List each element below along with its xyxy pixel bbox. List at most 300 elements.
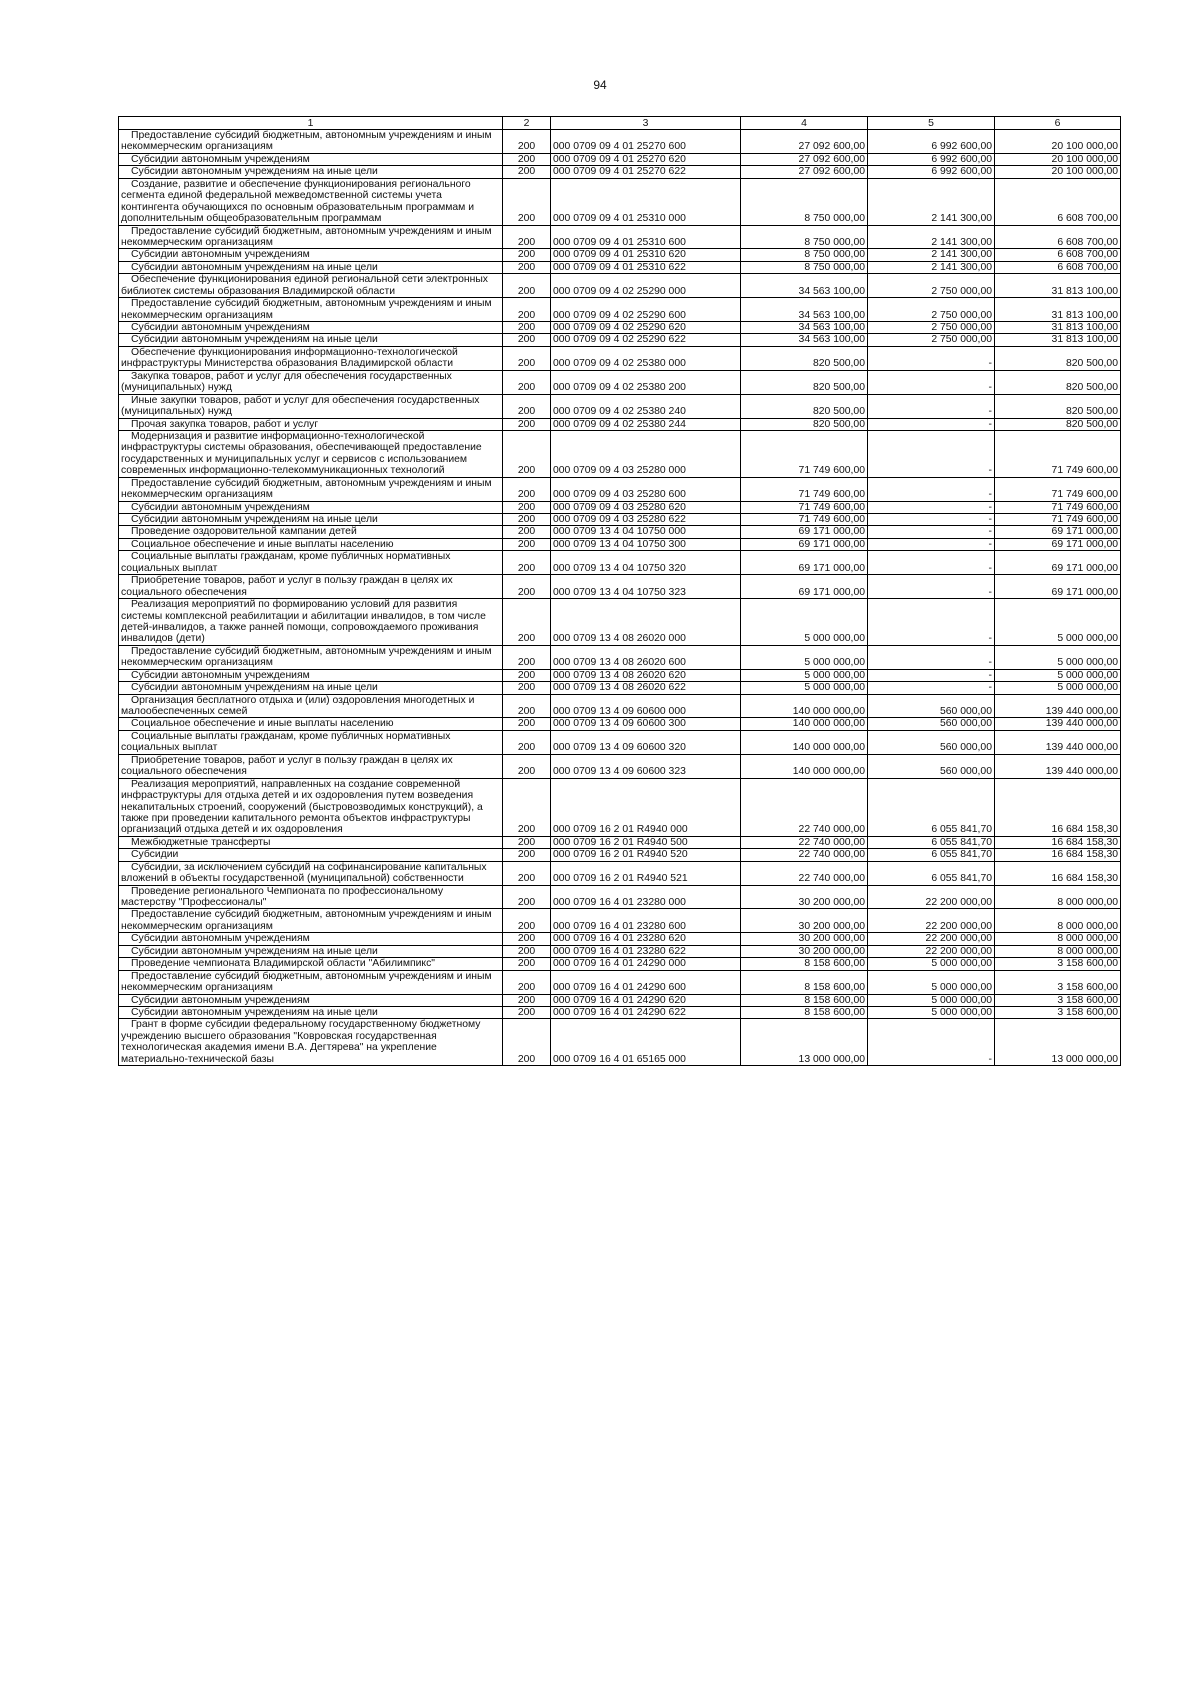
row-amount-col6: 139 440 000,00 — [995, 754, 1121, 778]
row-budget-code: 000 0709 09 4 03 25280 622 — [551, 514, 741, 526]
row-amount-col6: 69 171 000,00 — [995, 551, 1121, 575]
table-row — [119, 153, 1121, 165]
table-row — [119, 970, 1121, 994]
row-budget-code: 000 0709 16 4 01 23280 622 — [551, 945, 741, 957]
row-admin-code: 200 — [503, 130, 551, 154]
row-amount-col6: 71 749 600,00 — [995, 514, 1121, 526]
row-name: Социальные выплаты гражданам, кроме публичных нормативных социальных выплат — [119, 551, 503, 575]
table-row — [119, 682, 1121, 694]
row-amount-col5: 560 000,00 — [868, 694, 995, 718]
row-amount-col4: 69 171 000,00 — [741, 551, 868, 575]
row-amount-col5: - — [868, 645, 995, 669]
row-name: Прочая закупка товаров, работ и услуг — [119, 418, 503, 430]
row-amount-col4: 8 158 600,00 — [741, 958, 868, 970]
row-amount-col6: 16 684 158,30 — [995, 861, 1121, 885]
row-amount-col4: 69 171 000,00 — [741, 526, 868, 538]
row-admin-code: 200 — [503, 430, 551, 477]
row-amount-col4: 34 563 100,00 — [741, 334, 868, 346]
row-admin-code: 200 — [503, 514, 551, 526]
row-amount-col5: 5 000 000,00 — [868, 1006, 995, 1018]
row-name: Модернизация и развитие информационно-технологической инфраструктуры системы образования, обеспечивающей предоставление государственных и муниципальных услуг и сервисов с использованием современных информационно-телекоммуникационных технологий — [119, 430, 503, 477]
row-budget-code: 000 0709 16 4 01 24290 620 — [551, 994, 741, 1006]
row-amount-col5: - — [868, 501, 995, 513]
table-row — [119, 514, 1121, 526]
table-row — [119, 778, 1121, 836]
row-budget-code: 000 0709 09 4 01 25270 600 — [551, 130, 741, 154]
row-amount-col4: 22 740 000,00 — [741, 861, 868, 885]
row-budget-code: 000 0709 09 4 01 25310 620 — [551, 249, 741, 261]
row-amount-col4: 8 750 000,00 — [741, 178, 868, 225]
row-amount-col6: 6 608 700,00 — [995, 178, 1121, 225]
row-amount-col4: 5 000 000,00 — [741, 669, 868, 681]
row-name: Субсидии автономным учреждениям на иные цели — [119, 166, 503, 178]
budget-table — [118, 116, 1121, 1066]
row-amount-col5: 6 055 841,70 — [868, 849, 995, 861]
row-amount-col5: 2 750 000,00 — [868, 322, 995, 334]
row-amount-col6: 71 749 600,00 — [995, 501, 1121, 513]
row-budget-code: 000 0709 16 4 01 65165 000 — [551, 1019, 741, 1066]
row-amount-col6: 71 749 600,00 — [995, 477, 1121, 501]
header-col-4: 4 — [741, 117, 868, 130]
row-name: Субсидии автономным учреждениям — [119, 322, 503, 334]
row-amount-col6: 5 000 000,00 — [995, 682, 1121, 694]
row-admin-code: 200 — [503, 526, 551, 538]
row-name: Предоставление субсидий бюджетным, автономным учреждениям и иным некоммерческим организациям — [119, 909, 503, 933]
row-name: Обеспечение функционирования единой региональной сети электронных библиотек системы образования Владимирской области — [119, 274, 503, 298]
row-amount-col4: 30 200 000,00 — [741, 885, 868, 909]
page-number: 94 — [593, 78, 607, 92]
table-row — [119, 885, 1121, 909]
row-admin-code: 200 — [503, 346, 551, 370]
row-amount-col4: 820 500,00 — [741, 394, 868, 418]
table-row — [119, 994, 1121, 1006]
row-budget-code: 000 0709 09 4 02 25290 622 — [551, 334, 741, 346]
row-budget-code: 000 0709 16 4 01 23280 000 — [551, 885, 741, 909]
table-row — [119, 130, 1121, 154]
table-row — [119, 958, 1121, 970]
row-name: Иные закупки товаров, работ и услуг для обеспечения государственных (муниципальных) нужд — [119, 394, 503, 418]
row-amount-col5: 2 750 000,00 — [868, 298, 995, 322]
row-amount-col5: - — [868, 599, 995, 646]
row-amount-col5: - — [868, 514, 995, 526]
row-amount-col6: 31 813 100,00 — [995, 298, 1121, 322]
table-row — [119, 249, 1121, 261]
row-amount-col6: 31 813 100,00 — [995, 274, 1121, 298]
row-amount-col6: 16 684 158,30 — [995, 849, 1121, 861]
table-row — [119, 261, 1121, 273]
table-row — [119, 718, 1121, 730]
row-admin-code: 200 — [503, 730, 551, 754]
row-name: Субсидии автономным учреждениям — [119, 153, 503, 165]
row-admin-code: 200 — [503, 1019, 551, 1066]
row-amount-col4: 8 158 600,00 — [741, 970, 868, 994]
row-budget-code: 000 0709 16 4 01 24290 622 — [551, 1006, 741, 1018]
row-admin-code: 200 — [503, 274, 551, 298]
table-row — [119, 178, 1121, 225]
row-admin-code: 200 — [503, 645, 551, 669]
row-amount-col4: 34 563 100,00 — [741, 274, 868, 298]
row-amount-col4: 71 749 600,00 — [741, 430, 868, 477]
table-row — [119, 933, 1121, 945]
table-row — [119, 694, 1121, 718]
row-amount-col5: 2 141 300,00 — [868, 249, 995, 261]
row-name: Закупка товаров, работ и услуг для обеспечения государственных (муниципальных) нужд — [119, 370, 503, 394]
row-name: Социальное обеспечение и иные выплаты населению — [119, 718, 503, 730]
row-budget-code: 000 0709 13 4 09 60600 300 — [551, 718, 741, 730]
row-amount-col5: - — [868, 575, 995, 599]
row-admin-code: 200 — [503, 322, 551, 334]
row-amount-col5: 22 200 000,00 — [868, 933, 995, 945]
row-name: Социальные выплаты гражданам, кроме публичных нормативных социальных выплат — [119, 730, 503, 754]
table-row — [119, 418, 1121, 430]
row-budget-code: 000 0709 09 4 01 25310 000 — [551, 178, 741, 225]
row-amount-col5: - — [868, 538, 995, 550]
table-row — [119, 477, 1121, 501]
row-name: Субсидии автономным учреждениям на иные цели — [119, 945, 503, 957]
row-amount-col5: 5 000 000,00 — [868, 958, 995, 970]
row-budget-code: 000 0709 16 2 01 R4940 520 — [551, 849, 741, 861]
row-budget-code: 000 0709 09 4 02 25290 000 — [551, 274, 741, 298]
row-amount-col4: 5 000 000,00 — [741, 599, 868, 646]
table-row — [119, 836, 1121, 848]
header-col-2: 2 — [503, 117, 551, 130]
row-amount-col5: 6 992 600,00 — [868, 130, 995, 154]
row-amount-col6: 31 813 100,00 — [995, 322, 1121, 334]
row-budget-code: 000 0709 16 2 01 R4940 500 — [551, 836, 741, 848]
row-name: Субсидии автономным учреждениям на иные цели — [119, 261, 503, 273]
row-budget-code: 000 0709 09 4 01 25270 620 — [551, 153, 741, 165]
row-name: Предоставление субсидий бюджетным, автономным учреждениям и иным некоммерческим организациям — [119, 970, 503, 994]
table-row — [119, 334, 1121, 346]
row-amount-col4: 27 092 600,00 — [741, 153, 868, 165]
row-name: Субсидии, за исключением субсидий на софинансирование капитальных вложений в объекты государственной (муниципальной) собственности — [119, 861, 503, 885]
row-amount-col6: 69 171 000,00 — [995, 526, 1121, 538]
row-amount-col6: 16 684 158,30 — [995, 778, 1121, 836]
row-name: Обеспечение функционирования информационно-технологической инфраструктуры Министерства образования Владимирской области — [119, 346, 503, 370]
table-row — [119, 394, 1121, 418]
row-admin-code: 200 — [503, 249, 551, 261]
table-row — [119, 754, 1121, 778]
row-amount-col4: 69 171 000,00 — [741, 538, 868, 550]
row-admin-code: 200 — [503, 682, 551, 694]
row-amount-col4: 71 749 600,00 — [741, 501, 868, 513]
row-amount-col5: - — [868, 394, 995, 418]
table-row — [119, 274, 1121, 298]
row-amount-col5: - — [868, 526, 995, 538]
row-name: Грант в форме субсидии федеральному государственному бюджетному учреждению высшего образования "Ковровская государственная технологическая академия имени В.А. Дегтярева" на укрепление материально-технической базы — [119, 1019, 503, 1066]
row-admin-code: 200 — [503, 836, 551, 848]
table-row — [119, 322, 1121, 334]
row-name: Субсидии автономным учреждениям на иные цели — [119, 514, 503, 526]
row-amount-col6: 20 100 000,00 — [995, 153, 1121, 165]
row-name: Предоставление субсидий бюджетным, автономным учреждениям и иным некоммерческим организациям — [119, 645, 503, 669]
table-header — [119, 117, 1121, 130]
header-row — [119, 117, 1121, 130]
table-row — [119, 538, 1121, 550]
table-row — [119, 551, 1121, 575]
row-amount-col6: 5 000 000,00 — [995, 599, 1121, 646]
row-amount-col5: 560 000,00 — [868, 730, 995, 754]
row-amount-col5: - — [868, 418, 995, 430]
row-amount-col4: 140 000 000,00 — [741, 718, 868, 730]
row-name: Предоставление субсидий бюджетным, автономным учреждениям и иным некоммерческим организациям — [119, 298, 503, 322]
row-amount-col5: - — [868, 477, 995, 501]
table-row — [119, 849, 1121, 861]
row-amount-col4: 30 200 000,00 — [741, 945, 868, 957]
row-budget-code: 000 0709 13 4 08 26020 000 — [551, 599, 741, 646]
table-row — [119, 501, 1121, 513]
row-amount-col6: 3 158 600,00 — [995, 1006, 1121, 1018]
row-name: Субсидии автономным учреждениям — [119, 933, 503, 945]
row-amount-col5: - — [868, 1019, 995, 1066]
row-budget-code: 000 0709 09 4 03 25280 000 — [551, 430, 741, 477]
row-name: Предоставление субсидий бюджетным, автономным учреждениям и иным некоммерческим организациям — [119, 477, 503, 501]
row-amount-col5: 560 000,00 — [868, 718, 995, 730]
row-amount-col6: 3 158 600,00 — [995, 970, 1121, 994]
row-budget-code: 000 0709 09 4 01 25310 622 — [551, 261, 741, 273]
row-budget-code: 000 0709 09 4 02 25290 620 — [551, 322, 741, 334]
row-amount-col4: 30 200 000,00 — [741, 933, 868, 945]
row-admin-code: 200 — [503, 909, 551, 933]
row-amount-col6: 31 813 100,00 — [995, 334, 1121, 346]
row-amount-col4: 71 749 600,00 — [741, 477, 868, 501]
row-amount-col6: 16 684 158,30 — [995, 836, 1121, 848]
row-amount-col6: 71 749 600,00 — [995, 430, 1121, 477]
row-amount-col6: 820 500,00 — [995, 418, 1121, 430]
row-amount-col6: 20 100 000,00 — [995, 130, 1121, 154]
row-amount-col6: 139 440 000,00 — [995, 730, 1121, 754]
row-budget-code: 000 0709 09 4 03 25280 620 — [551, 501, 741, 513]
row-amount-col5: 560 000,00 — [868, 754, 995, 778]
row-budget-code: 000 0709 16 2 01 R4940 521 — [551, 861, 741, 885]
row-name: Проведение регионального Чемпионата по профессиональному мастерству "Профессионалы" — [119, 885, 503, 909]
table-row — [119, 861, 1121, 885]
row-amount-col5: 6 992 600,00 — [868, 166, 995, 178]
row-amount-col6: 3 158 600,00 — [995, 958, 1121, 970]
table-row — [119, 575, 1121, 599]
row-amount-col4: 34 563 100,00 — [741, 322, 868, 334]
row-amount-col4: 71 749 600,00 — [741, 514, 868, 526]
row-name: Субсидии автономным учреждениям — [119, 501, 503, 513]
row-amount-col6: 8 000 000,00 — [995, 885, 1121, 909]
row-amount-col4: 140 000 000,00 — [741, 694, 868, 718]
row-budget-code: 000 0709 09 4 02 25380 240 — [551, 394, 741, 418]
row-budget-code: 000 0709 13 4 09 60600 323 — [551, 754, 741, 778]
row-admin-code: 200 — [503, 970, 551, 994]
row-amount-col6: 6 608 700,00 — [995, 261, 1121, 273]
row-amount-col5: - — [868, 682, 995, 694]
row-admin-code: 200 — [503, 261, 551, 273]
row-budget-code: 000 0709 13 4 09 60600 320 — [551, 730, 741, 754]
row-admin-code: 200 — [503, 418, 551, 430]
table-row — [119, 526, 1121, 538]
row-budget-code: 000 0709 13 4 04 10750 000 — [551, 526, 741, 538]
row-amount-col5: 22 200 000,00 — [868, 945, 995, 957]
row-amount-col6: 20 100 000,00 — [995, 166, 1121, 178]
row-amount-col5: 22 200 000,00 — [868, 909, 995, 933]
row-amount-col4: 140 000 000,00 — [741, 730, 868, 754]
row-amount-col6: 820 500,00 — [995, 370, 1121, 394]
row-amount-col6: 8 000 000,00 — [995, 945, 1121, 957]
table-row — [119, 370, 1121, 394]
row-amount-col6: 69 171 000,00 — [995, 575, 1121, 599]
row-budget-code: 000 0709 16 4 01 24290 600 — [551, 970, 741, 994]
row-amount-col4: 5 000 000,00 — [741, 682, 868, 694]
row-amount-col5: 6 055 841,70 — [868, 836, 995, 848]
row-amount-col6: 5 000 000,00 — [995, 645, 1121, 669]
row-amount-col6: 8 000 000,00 — [995, 933, 1121, 945]
row-amount-col6: 820 500,00 — [995, 346, 1121, 370]
row-admin-code: 200 — [503, 477, 551, 501]
row-amount-col6: 8 000 000,00 — [995, 909, 1121, 933]
row-name: Реализация мероприятий, направленных на создание современной инфраструктуры для отдыха детей и их оздоровления путем возведения некапитальных строений, сооружений (быстровозводимых конструкций), а также при проведении капитального ремонта объектов инфраструктуры организаций отдыха детей и их оздоровления — [119, 778, 503, 836]
row-amount-col4: 27 092 600,00 — [741, 130, 868, 154]
row-amount-col4: 8 750 000,00 — [741, 261, 868, 273]
table-row — [119, 346, 1121, 370]
row-admin-code: 200 — [503, 778, 551, 836]
table-row — [119, 1006, 1121, 1018]
row-admin-code: 200 — [503, 394, 551, 418]
row-amount-col4: 34 563 100,00 — [741, 298, 868, 322]
row-amount-col6: 13 000 000,00 — [995, 1019, 1121, 1066]
row-name: Субсидии автономным учреждениям на иные цели — [119, 334, 503, 346]
row-budget-code: 000 0709 13 4 04 10750 320 — [551, 551, 741, 575]
row-admin-code: 200 — [503, 178, 551, 225]
table-row — [119, 669, 1121, 681]
row-admin-code: 200 — [503, 153, 551, 165]
row-budget-code: 000 0709 09 4 02 25380 200 — [551, 370, 741, 394]
row-amount-col4: 8 158 600,00 — [741, 994, 868, 1006]
row-amount-col4: 22 740 000,00 — [741, 849, 868, 861]
row-amount-col4: 8 750 000,00 — [741, 249, 868, 261]
row-amount-col5: 2 750 000,00 — [868, 334, 995, 346]
row-admin-code: 200 — [503, 933, 551, 945]
table-row — [119, 945, 1121, 957]
row-amount-col5: 5 000 000,00 — [868, 970, 995, 994]
row-budget-code: 000 0709 09 4 02 25290 600 — [551, 298, 741, 322]
row-name: Приобретение товаров, работ и услуг в пользу граждан в целях их социального обеспечения — [119, 575, 503, 599]
row-admin-code: 200 — [503, 754, 551, 778]
row-name: Проведение оздоровительной кампании детей — [119, 526, 503, 538]
row-amount-col6: 6 608 700,00 — [995, 225, 1121, 249]
row-name: Проведение чемпионата Владимирской области "Абилимпикс" — [119, 958, 503, 970]
row-admin-code: 200 — [503, 225, 551, 249]
row-budget-code: 000 0709 09 4 02 25380 244 — [551, 418, 741, 430]
row-amount-col6: 820 500,00 — [995, 394, 1121, 418]
row-amount-col5: 6 992 600,00 — [868, 153, 995, 165]
row-amount-col6: 139 440 000,00 — [995, 694, 1121, 718]
row-amount-col4: 820 500,00 — [741, 418, 868, 430]
row-name: Предоставление субсидий бюджетным, автономным учреждениям и иным некоммерческим организациям — [119, 130, 503, 154]
row-budget-code: 000 0709 13 4 09 60600 000 — [551, 694, 741, 718]
row-amount-col5: 2 141 300,00 — [868, 261, 995, 273]
row-amount-col5: - — [868, 346, 995, 370]
table-row — [119, 298, 1121, 322]
row-admin-code: 200 — [503, 958, 551, 970]
header-col-5: 5 — [868, 117, 995, 130]
row-name: Приобретение товаров, работ и услуг в пользу граждан в целях их социального обеспечения — [119, 754, 503, 778]
row-admin-code: 200 — [503, 718, 551, 730]
row-admin-code: 200 — [503, 538, 551, 550]
row-amount-col6: 69 171 000,00 — [995, 538, 1121, 550]
row-amount-col5: 6 055 841,70 — [868, 861, 995, 885]
table-row — [119, 645, 1121, 669]
row-name: Субсидии — [119, 849, 503, 861]
row-amount-col5: 2 750 000,00 — [868, 274, 995, 298]
row-budget-code: 000 0709 13 4 08 26020 622 — [551, 682, 741, 694]
row-amount-col4: 820 500,00 — [741, 346, 868, 370]
row-amount-col5: - — [868, 430, 995, 477]
row-admin-code: 200 — [503, 885, 551, 909]
row-admin-code: 200 — [503, 994, 551, 1006]
table-row — [119, 909, 1121, 933]
row-amount-col5: 2 141 300,00 — [868, 225, 995, 249]
row-amount-col5: 5 000 000,00 — [868, 994, 995, 1006]
row-amount-col5: 6 055 841,70 — [868, 778, 995, 836]
row-name: Субсидии автономным учреждениям на иные цели — [119, 1006, 503, 1018]
row-budget-code: 000 0709 13 4 04 10750 300 — [551, 538, 741, 550]
row-amount-col4: 69 171 000,00 — [741, 575, 868, 599]
header-col-3: 3 — [551, 117, 741, 130]
row-name: Организация бесплатного отдыха и (или) оздоровления многодетных и малообеспеченных семей — [119, 694, 503, 718]
row-amount-col5: - — [868, 669, 995, 681]
row-name: Субсидии автономным учреждениям — [119, 669, 503, 681]
table-row — [119, 166, 1121, 178]
row-budget-code: 000 0709 16 4 01 23280 620 — [551, 933, 741, 945]
row-amount-col4: 8 158 600,00 — [741, 1006, 868, 1018]
row-amount-col4: 13 000 000,00 — [741, 1019, 868, 1066]
row-amount-col4: 22 740 000,00 — [741, 778, 868, 836]
row-name: Субсидии автономным учреждениям — [119, 994, 503, 1006]
row-amount-col5: - — [868, 370, 995, 394]
row-amount-col6: 5 000 000,00 — [995, 669, 1121, 681]
row-admin-code: 200 — [503, 166, 551, 178]
row-name: Социальное обеспечение и иные выплаты населению — [119, 538, 503, 550]
row-budget-code: 000 0709 13 4 04 10750 323 — [551, 575, 741, 599]
row-admin-code: 200 — [503, 669, 551, 681]
row-admin-code: 200 — [503, 575, 551, 599]
row-budget-code: 000 0709 13 4 08 26020 620 — [551, 669, 741, 681]
row-amount-col5: - — [868, 551, 995, 575]
row-name: Предоставление субсидий бюджетным, автономным учреждениям и иным некоммерческим организациям — [119, 225, 503, 249]
row-amount-col4: 30 200 000,00 — [741, 909, 868, 933]
row-admin-code: 200 — [503, 861, 551, 885]
row-amount-col5: 2 141 300,00 — [868, 178, 995, 225]
row-budget-code: 000 0709 16 4 01 23280 600 — [551, 909, 741, 933]
row-admin-code: 200 — [503, 501, 551, 513]
row-budget-code: 000 0709 16 4 01 24290 000 — [551, 958, 741, 970]
table-row — [119, 430, 1121, 477]
row-name: Реализация мероприятий по формированию условий для развития системы комплексной реабилитации и абилитации инвалидов, в том числе детей-инвалидов, а также ранней помощи, сопровождаемого проживания инвалидов (дети) — [119, 599, 503, 646]
table-row — [119, 225, 1121, 249]
row-budget-code: 000 0709 09 4 01 25310 600 — [551, 225, 741, 249]
row-amount-col4: 22 740 000,00 — [741, 836, 868, 848]
row-name: Межбюджетные трансферты — [119, 836, 503, 848]
row-admin-code: 200 — [503, 551, 551, 575]
row-amount-col6: 139 440 000,00 — [995, 718, 1121, 730]
table-body — [119, 130, 1121, 1066]
row-admin-code: 200 — [503, 945, 551, 957]
row-amount-col4: 5 000 000,00 — [741, 645, 868, 669]
table-row — [119, 599, 1121, 646]
row-budget-code: 000 0709 09 4 02 25380 000 — [551, 346, 741, 370]
row-amount-col4: 8 750 000,00 — [741, 225, 868, 249]
row-budget-code: 000 0709 09 4 03 25280 600 — [551, 477, 741, 501]
row-name: Создание, развитие и обеспечение функционирования регионального сегмента единой федеральной межведомственной системы учета контингента обучающихся по основным образовательным программам и дополнительным общеобразовательным программам — [119, 178, 503, 225]
row-admin-code: 200 — [503, 849, 551, 861]
row-admin-code: 200 — [503, 334, 551, 346]
row-admin-code: 200 — [503, 599, 551, 646]
